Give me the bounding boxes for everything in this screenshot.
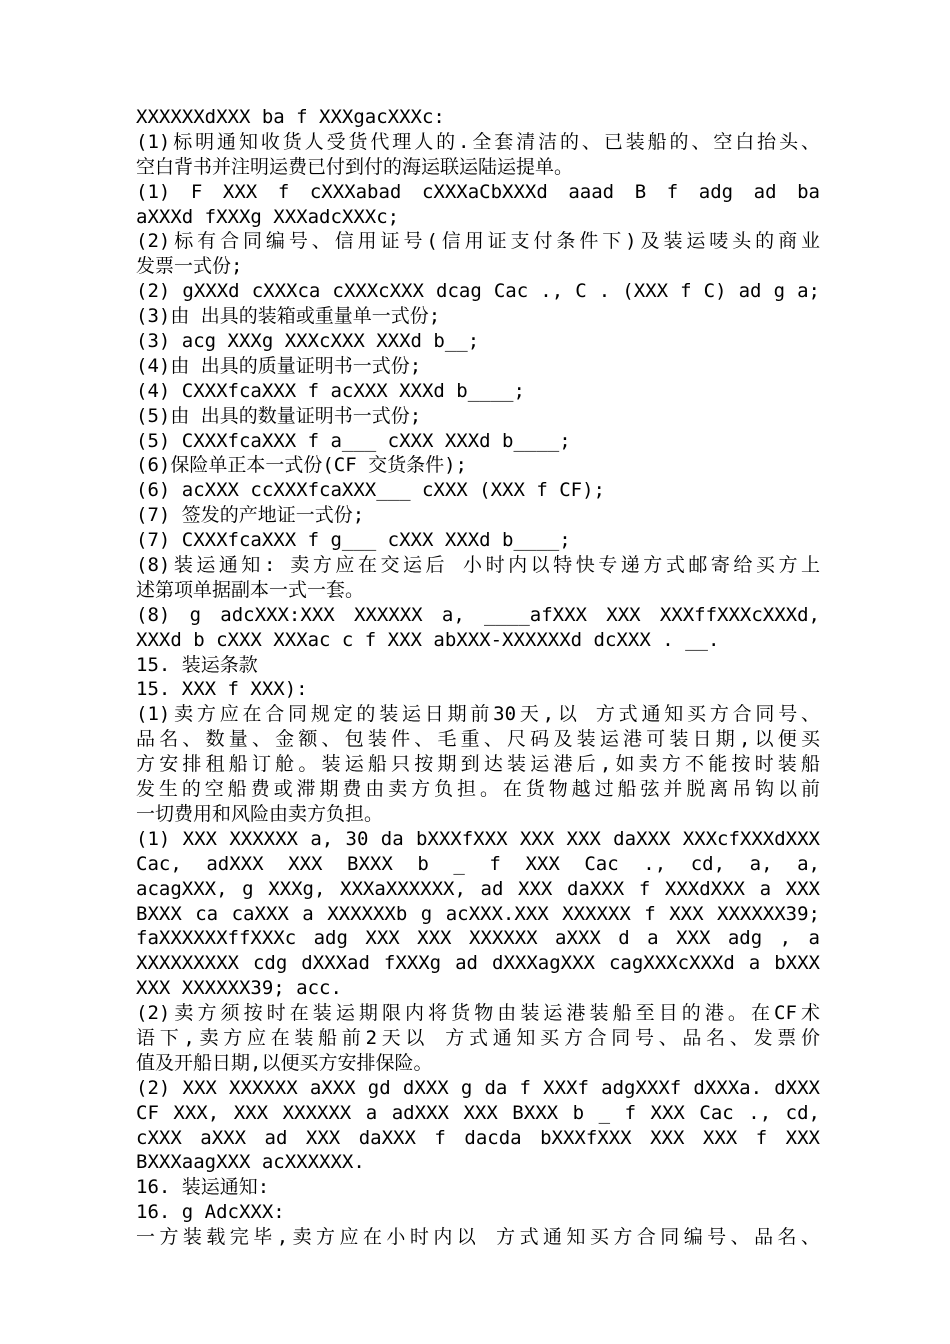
text-line: XXXd b cXXX XXXac c f XXX abXXX-XXXXXXd dcXXX . __. [136,628,720,651]
text-line: (8) g adcXXX:XXX XXXXXX a, ____afXXX XXX XXXffXXXcXXXd, [136,603,820,626]
text-line: 16. 装运通知: [136,1176,270,1199]
text-line: (1) F XXX f cXXXabad cXXXaCbXXXd aaad B f adg ad ba [136,180,820,203]
text-line: 15. XXX f XXX): [136,678,308,701]
text-line: 一切费用和风险由卖方负担。 [136,802,384,825]
text-line: 一方装载完毕,卖方应在小时内以 方式通知买方合同编号、品名、 [136,1226,820,1249]
text-line: 语下,卖方应在装船前2天以 方式通知买方合同号、品名、发票价 [136,1026,820,1049]
text-line: 值及开船日期,以便买方安排保险。 [136,1051,433,1074]
text-line: 发生的空船费或滞期费由卖方负担。在货物越过船弦并脱离吊钩以前 [136,778,820,801]
text-line: acagXXX, g XXXg, XXXaXXXXXX, ad XXX daXXX f XXXdXXX a XXX [136,877,820,900]
text-line: (2) gXXXd cXXXca cXXXcXXX dcag Cac ., C . (XXX f C) ad g a; [136,280,820,303]
text-line: CF XXX, XXX XXXXXX a adXXX XXX BXXX b _ f XXX Cac ., cd, [136,1101,820,1124]
text-line: (5) CXXXfcaXXX f a___ cXXX XXXd b____; [136,429,571,452]
text-line: (2) XXX XXXXXX aXXX gd dXXX g da f XXXf adgXXXf dXXXa. dXXX [136,1076,820,1099]
text-line: (8)装运通知: 卖方应在交运后 小时内以特快专递方式邮寄给买方上 [136,554,820,577]
text-line: XXX XXXXXX39; acc. [136,977,342,1000]
text-line: faXXXXXXffXXXc adg XXX XXX XXXXXX aXXX d a XXX adg , a [136,927,820,950]
text-line: (6)保险单正本一式份(CF 交货条件); [136,454,467,477]
text-line: aXXXd fXXXg XXXadcXXXc; [136,205,400,228]
text-line: (1) XXX XXXXXX a, 30 da bXXXfXXX XXX XXX daXXX XXXcfXXXdXXX [136,827,820,850]
text-line: (3) acg XXXg XXXcXXX XXXd b__; [136,330,480,353]
text-line: (5)由 出具的数量证明书一式份; [136,404,422,427]
text-line: cXXX aXXX ad XXX daXXX f dacda bXXXfXXX XXX XXX f XXX [136,1126,820,1149]
text-line: BXXX ca caXXX a XXXXXXb g acXXX.XXX XXXXXX f XXX XXXXXX39; [136,902,820,925]
text-line: 15. 装运条款 [136,653,258,676]
text-line: (4)由 出具的质量证明书一式份; [136,354,422,377]
text-line: BXXXaagXXX acXXXXXX. [136,1151,365,1174]
document-body [136,105,820,1250]
text-line: 发票一式份; [136,255,243,278]
text-line: 述第项单据副本一式一套。 [136,578,365,601]
text-line: 空白背书并注明运费已付到付的海运联运陆运提单。 [136,155,574,178]
text-line: 16. g AdcXXX: [136,1201,285,1224]
text-line: (1)卖方应在合同规定的装运日期前30天,以 方式通知买方合同号、 [136,703,820,726]
text-line: (1)标明通知收货人受货代理人的.全套清洁的、已装船的、空白抬头、 [136,130,820,153]
text-line: (7) 签发的产地证一式份; [136,504,365,527]
text-line: (4) CXXXfcaXXX f acXXX XXXd b____; [136,379,525,402]
text-line: XXXXXXdXXX ba f XXXgacXXXc: [136,106,445,128]
text-line: (2)卖方须按时在装运期限内将货物由装运港装船至目的港。在CF术 [136,1002,820,1025]
text-line: 方安排租船订舱。装运船只按期到达装运港后,如卖方不能按时装船 [136,753,820,776]
text-line: 品名、数量、金额、包装件、毛重、尺码及装运港可装日期,以便买 [136,728,820,751]
text-line: (7) CXXXfcaXXX f g___ cXXX XXXd b____; [136,529,571,552]
text-line: Cac, adXXX XXX BXXX b _ f XXX Cac ., cd, a, a, [136,852,820,875]
text-line: (6) acXXX ccXXXfcaXXX___ cXXX (XXX f CF); [136,479,605,502]
text-line: (3)由 出具的装箱或重量单一式份; [136,305,441,328]
text-line: (2)标有合同编号、信用证号(信用证支付条件下)及装运唛头的商业 [136,230,820,253]
text-line: XXXXXXXXX cdg dXXXad fXXXg ad dXXXagXXX cagXXXcXXXd a bXXX [136,952,820,975]
